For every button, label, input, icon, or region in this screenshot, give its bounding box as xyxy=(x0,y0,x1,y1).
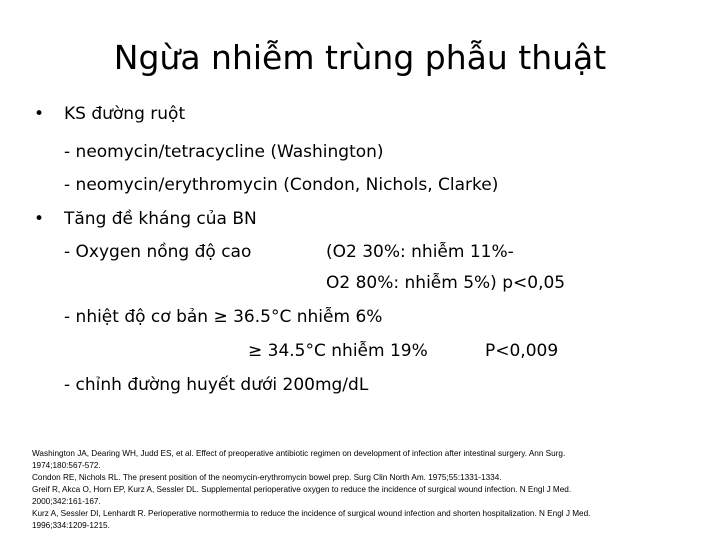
reference-line: Washington JA, Dearing WH, Judd ES, et al. Effect of preoperative antibiotic regimen on development of infection after intestinal surgery. Ann Surg. xyxy=(32,449,566,458)
references xyxy=(32,448,718,532)
bullet-intestinal-antibiotics: KS đường ruột xyxy=(64,104,186,124)
item-blood-glucose: - chỉnh đường huyết dưới 200mg/dL xyxy=(64,375,369,395)
item-neomycin-erythromycin: - neomycin/erythromycin (Condon, Nichols, Clarke) xyxy=(64,175,499,195)
item-neomycin-tetracycline: - neomycin/tetracycline (Washington) xyxy=(64,142,384,162)
reference-line: Greif R, Akca O, Horn EP, Kurz A, Sessler DL. Supplemental perioperative oxygen to reduce the incidence of surgical wound infection. N Engl J Med. xyxy=(32,485,572,494)
bullet-icon: • xyxy=(34,104,45,124)
bullet-patient-resistance: Tăng đề kháng của BN xyxy=(64,209,257,229)
bullet-icon: • xyxy=(34,209,45,229)
reference-line: 1996;334:1209-1215. xyxy=(32,521,110,530)
oxygen-30-result: (O2 30%: nhiễm 11%- xyxy=(326,242,514,262)
item-high-oxygen: - Oxygen nồng độ cao xyxy=(64,242,252,262)
item-core-temperature: - nhiệt độ cơ bản ≥ 36.5°C nhiễm 6% xyxy=(64,307,383,327)
reference-line: 2000;342:161-167. xyxy=(32,497,101,506)
reference-line: Kurz A, Sessler DI, Lenhardt R. Perioperative normothermia to reduce the incidence of surgical wound infection and shorten hospitalization. N Engl J Med. xyxy=(32,509,591,518)
oxygen-80-result: O2 80%: nhiễm 5%) p<0,05 xyxy=(326,273,566,293)
reference-line: Condon RE, Nichols RL. The present position of the neomycin-erythromycin bowel prep. Surg Clin North Am. 1975;55:1331-1334. xyxy=(32,473,502,482)
slide-title: Ngừa nhiễm trùng phẫu thuật xyxy=(113,38,607,77)
reference-line: 1974;180:567-572. xyxy=(32,461,101,470)
temperature-p-value: P<0,009 xyxy=(485,341,559,361)
temperature-low-result: ≥ 34.5°C nhiễm 19% xyxy=(248,341,428,361)
